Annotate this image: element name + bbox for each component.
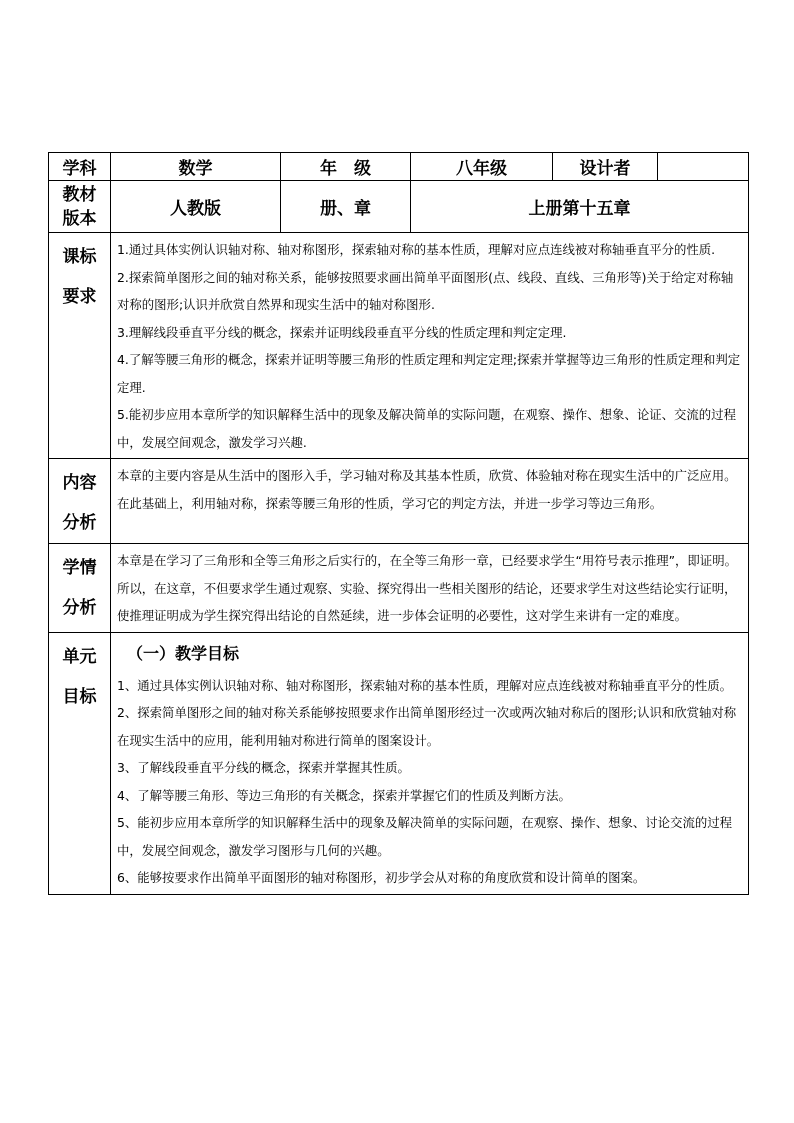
curriculum-row (49, 233, 749, 459)
content-analysis-paragraph: 本章的主要内容是从生活中的图形入手，学习轴对称及其基本性质，欣赏、体验轴对称在现实生活中的广泛应用。在此基础上，利用轴对称，探索等腰三角形的性质，学习它的判定方法，并进一步学习等边三角形。 (117, 468, 737, 511)
grade-label: 年 级 (281, 153, 411, 181)
textbook-label (49, 181, 111, 233)
unit-goal-item: 1、通过具体实例认识轴对称、轴对称图形，探索轴对称的基本性质，理解对应点连线被对称轴垂直平分的性质。 (117, 677, 733, 693)
unit-goal-item: 3、了解线段垂直平分线的概念，探索并掌握其性质。 (117, 760, 410, 775)
edition-value: 人教版 (111, 181, 281, 233)
content-analysis-text (111, 459, 749, 544)
student-analysis-label (49, 544, 111, 633)
student-analysis-label-line2: 分析 (62, 598, 97, 618)
unit-goals-content (111, 632, 749, 894)
student-analysis-row (49, 544, 749, 633)
student-analysis-text (111, 544, 749, 633)
unit-goals-label-line2: 目标 (62, 686, 97, 707)
curriculum-item: 1.通过具体实例认识轴对称、轴对称图形，探索轴对称的基本性质，理解对应点连线被对称轴垂直平分的性质. (117, 242, 716, 257)
designer-label: 设计者 (553, 153, 658, 181)
unit-goal-item: 5、能初步应用本章所学的知识解释生活中的现象及解决简单的实际问题，在观察、操作、想象、讨论交流的过程中，发展空间观念，激发学习图形与几何的兴趣。 (117, 815, 733, 858)
textbook-label-line1: 教材 (62, 184, 97, 205)
unit-goal-item: 2、探索简单图形之间的轴对称关系能够按照要求作出简单图形经过一次或两次轴对称后的图形;认识和欣赏轴对称在现实生活中的应用，能利用轴对称进行简单的图案设计。 (117, 705, 737, 748)
volume-label: 册、章 (281, 181, 411, 233)
curriculum-label-line1: 课标 (62, 247, 97, 267)
content-analysis-label-line2: 分析 (62, 513, 97, 533)
content-analysis-row (49, 459, 749, 544)
unit-goals-row (49, 632, 749, 894)
student-analysis-label-line1: 学情 (62, 558, 97, 578)
header-row (49, 153, 749, 181)
textbook-label-line2: 版本 (62, 208, 97, 229)
curriculum-label-line2: 要求 (62, 287, 97, 307)
unit-goals-label-line1: 单元 (62, 646, 97, 667)
unit-goals-heading: （一）教学目标 (127, 643, 240, 663)
student-analysis-paragraph: 本章是在学习了三角形和全等三角形之后实行的，在全等三角形一章，已经要求学生“用符号表示推理”，即证明。所以，在这章，不但要求学生通过观察、实验、探究得出一些相关图形的结论，还要求学生对这些结论实行证明，使推理证明成为学生探究得出结论的自然延续，进一步体会证明的必要性，这对学生来讲有一定的难度。 (117, 553, 737, 623)
curriculum-label (49, 233, 111, 459)
unit-goals-label (49, 632, 111, 894)
content-analysis-label-line1: 内容 (62, 473, 97, 493)
curriculum-item: 2.探索简单图形之间的轴对称关系，能够按照要求画出简单平面图形(点、线段、直线、三角形等)关于给定对称轴对称的图形;认识并欣赏自然界和现实生活中的轴对称图形. (117, 269, 734, 312)
curriculum-item: 3.理解线段垂直平分线的概念，探索并证明线段垂直平分线的性质定理和判定定理. (117, 324, 567, 340)
designer-value (658, 153, 749, 181)
unit-goal-item: 4、了解等腰三角形、等边三角形的有关概念，探索并掌握它们的性质及判断方法。 (117, 787, 571, 803)
grade-value: 八年级 (411, 153, 553, 181)
lesson-plan-table (48, 152, 749, 895)
curriculum-content (111, 233, 749, 459)
subject-value: 数学 (111, 153, 281, 181)
unit-goal-item: 6、能够按要求作出简单平面图形的轴对称图形，初步学会从对称的角度欣赏和设计简单的图案。 (117, 870, 646, 885)
textbook-row (49, 181, 749, 233)
subject-label: 学科 (49, 153, 111, 181)
content-analysis-label (49, 459, 111, 544)
curriculum-item: 5.能初步应用本章所学的知识解释生活中的现象及解决简单的实际问题，在观察、操作、想象、论证、交流的过程中，发展空间观念，激发学习兴趣. (117, 407, 736, 450)
curriculum-item: 4.了解等腰三角形的概念，探索并证明等腰三角形的性质定理和判定定理;探索并掌握等边三角形的性质定理和判定定理. (117, 352, 741, 395)
volume-value: 上册第十五章 (411, 181, 749, 233)
